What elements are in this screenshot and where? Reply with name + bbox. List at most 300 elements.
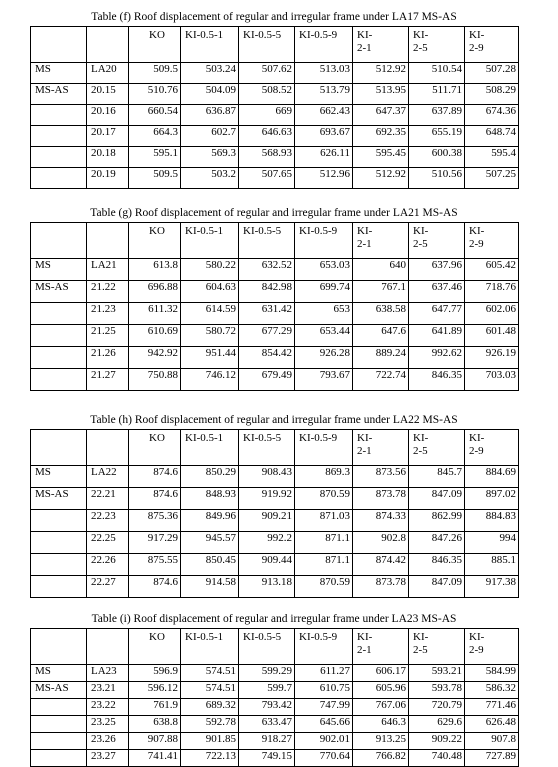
- header-row: [31, 223, 519, 259]
- value-cell: 741.41: [129, 750, 181, 767]
- table-row: [31, 466, 519, 488]
- value-cell: 655.19: [409, 126, 465, 147]
- record-id-cell: LA22: [87, 466, 129, 488]
- value-cell: 574.51: [181, 682, 239, 699]
- value-cell: 884.83: [465, 510, 519, 532]
- column-header: [31, 430, 87, 466]
- value-cell: 613.8: [129, 259, 181, 281]
- value-cell: 510.54: [409, 63, 465, 84]
- table-row: [31, 84, 519, 105]
- value-cell: 875.55: [129, 554, 181, 576]
- value-cell: 580.72: [181, 325, 239, 347]
- column-header-line: 2-1: [357, 42, 372, 54]
- value-cell: 848.93: [181, 488, 239, 510]
- column-header: [87, 223, 129, 259]
- column-header: KI-0.5-1: [181, 629, 239, 665]
- column-header: [87, 629, 129, 665]
- column-header: [465, 223, 519, 259]
- column-header: KI-0.5-9: [295, 629, 353, 665]
- column-header: KI-0.5-9: [295, 27, 353, 63]
- row-group-cell: MS: [31, 63, 87, 84]
- column-header-line: 2-5: [413, 238, 428, 250]
- table-row: [31, 682, 519, 699]
- value-cell: 510.76: [129, 84, 181, 105]
- value-cell: 507.65: [239, 168, 295, 189]
- value-cell: 889.24: [353, 347, 409, 369]
- row-group-cell: [31, 303, 87, 325]
- value-cell: 604.63: [181, 281, 239, 303]
- column-header-line: 2-9: [469, 238, 484, 250]
- value-cell: 637.46: [409, 281, 465, 303]
- value-cell: 994: [465, 532, 519, 554]
- column-header: KI-0.5-5: [239, 27, 295, 63]
- row-group-cell: [31, 347, 87, 369]
- record-id-cell: 20.19: [87, 168, 129, 189]
- column-header-line: KI-: [413, 225, 429, 237]
- value-cell: 599.7: [239, 682, 295, 699]
- value-cell: 854.42: [239, 347, 295, 369]
- value-cell: 750.88: [129, 369, 181, 391]
- value-cell: 793.42: [239, 699, 295, 716]
- column-header: KI-0.5-9: [295, 430, 353, 466]
- row-group-cell: [31, 168, 87, 189]
- value-cell: 647.6: [353, 325, 409, 347]
- column-header-line: KI-: [469, 29, 485, 41]
- record-id-cell: LA23: [87, 665, 129, 682]
- value-cell: 508.52: [239, 84, 295, 105]
- row-group-cell: MS: [31, 665, 87, 682]
- record-id-cell: 20.15: [87, 84, 129, 105]
- value-cell: 602.7: [181, 126, 239, 147]
- column-header-line: KI-: [357, 29, 373, 41]
- record-id-cell: LA20: [87, 63, 129, 84]
- table-caption: Table (i) Roof displacement of regular and irregular frame under LA23 MS-AS: [91, 613, 457, 625]
- row-group-cell: [31, 716, 87, 733]
- table-row: [31, 716, 519, 733]
- row-group-cell: [31, 147, 87, 168]
- value-cell: 747.99: [295, 699, 353, 716]
- value-cell: 602.06: [465, 303, 519, 325]
- value-cell: 897.02: [465, 488, 519, 510]
- value-cell: 593.21: [409, 665, 465, 682]
- row-group-cell: [31, 105, 87, 126]
- value-cell: 507.62: [239, 63, 295, 84]
- column-header-line: 2-5: [413, 445, 428, 457]
- column-header: KI-0.5-5: [239, 430, 295, 466]
- value-cell: 850.45: [181, 554, 239, 576]
- value-cell: 902.01: [295, 733, 353, 750]
- column-header-line: 2-1: [357, 238, 372, 250]
- table-row: [31, 303, 519, 325]
- value-cell: 849.96: [181, 510, 239, 532]
- table-caption: Table (f) Roof displacement of regular and irregular frame under LA17 MS-AS: [91, 11, 457, 23]
- column-header: [87, 430, 129, 466]
- column-header: KO: [129, 629, 181, 665]
- value-cell: 595.1: [129, 147, 181, 168]
- column-header-line: KI-: [357, 631, 373, 643]
- column-header-line: KI-: [413, 631, 429, 643]
- table-row: [31, 576, 519, 598]
- value-cell: 845.7: [409, 466, 465, 488]
- row-group-cell: [31, 325, 87, 347]
- value-cell: 626.11: [295, 147, 353, 168]
- record-id-cell: 21.26: [87, 347, 129, 369]
- value-cell: 761.9: [129, 699, 181, 716]
- table-caption: Table (h) Roof displacement of regular and irregular frame under LA22 MS-AS: [90, 414, 458, 426]
- value-cell: 771.46: [465, 699, 519, 716]
- row-group-cell: MS-AS: [31, 84, 87, 105]
- table-row: [31, 369, 519, 391]
- row-group-cell: [31, 576, 87, 598]
- table-row: [31, 168, 519, 189]
- value-cell: 593.78: [409, 682, 465, 699]
- value-cell: 637.96: [409, 259, 465, 281]
- value-cell: 507.28: [465, 63, 519, 84]
- column-header-line: KI-: [413, 29, 429, 41]
- value-cell: 636.87: [181, 105, 239, 126]
- table-row: [31, 532, 519, 554]
- value-cell: 793.67: [295, 369, 353, 391]
- value-cell: 873.56: [353, 466, 409, 488]
- column-header-line: 2-9: [469, 42, 484, 54]
- value-cell: 662.43: [295, 105, 353, 126]
- value-cell: 641.89: [409, 325, 465, 347]
- table-row: [31, 325, 519, 347]
- column-header: [409, 430, 465, 466]
- value-cell: 918.27: [239, 733, 295, 750]
- value-cell: 629.6: [409, 716, 465, 733]
- value-cell: 870.59: [295, 576, 353, 598]
- value-cell: 917.29: [129, 532, 181, 554]
- column-header: [31, 27, 87, 63]
- value-cell: 648.74: [465, 126, 519, 147]
- column-header: [465, 27, 519, 63]
- table-row: [31, 105, 519, 126]
- column-header: KO: [129, 27, 181, 63]
- column-header-line: 2-1: [357, 644, 372, 656]
- value-cell: 595.45: [353, 147, 409, 168]
- record-id-cell: 21.23: [87, 303, 129, 325]
- record-id-cell: 20.17: [87, 126, 129, 147]
- value-cell: 693.67: [295, 126, 353, 147]
- value-cell: 926.19: [465, 347, 519, 369]
- value-cell: 846.35: [409, 554, 465, 576]
- value-cell: 870.59: [295, 488, 353, 510]
- column-header-line: 2-9: [469, 445, 484, 457]
- value-cell: 513.03: [295, 63, 353, 84]
- table-row: [31, 510, 519, 532]
- column-header-line: KI-: [469, 432, 485, 444]
- value-cell: 677.29: [239, 325, 295, 347]
- value-cell: 740.48: [409, 750, 465, 767]
- value-cell: 512.92: [353, 63, 409, 84]
- value-cell: 909.44: [239, 554, 295, 576]
- value-cell: 746.12: [181, 369, 239, 391]
- value-cell: 569.3: [181, 147, 239, 168]
- column-header: [409, 629, 465, 665]
- value-cell: 722.13: [181, 750, 239, 767]
- column-header: [31, 629, 87, 665]
- value-cell: 718.76: [465, 281, 519, 303]
- value-cell: 767.1: [353, 281, 409, 303]
- record-id-cell: 23.27: [87, 750, 129, 767]
- value-cell: 509.5: [129, 63, 181, 84]
- value-cell: 606.17: [353, 665, 409, 682]
- value-cell: 847.09: [409, 576, 465, 598]
- value-cell: 875.36: [129, 510, 181, 532]
- column-header: [409, 27, 465, 63]
- table-row: [31, 488, 519, 510]
- table-row: [31, 126, 519, 147]
- table-row: [31, 259, 519, 281]
- value-cell: 722.74: [353, 369, 409, 391]
- value-cell: 862.99: [409, 510, 465, 532]
- value-cell: 596.9: [129, 665, 181, 682]
- value-cell: 919.92: [239, 488, 295, 510]
- value-cell: 926.28: [295, 347, 353, 369]
- value-cell: 847.09: [409, 488, 465, 510]
- value-cell: 874.33: [353, 510, 409, 532]
- row-group-cell: [31, 510, 87, 532]
- value-cell: 703.03: [465, 369, 519, 391]
- column-header: KI-0.5-1: [181, 27, 239, 63]
- row-group-cell: [31, 126, 87, 147]
- column-header: KO: [129, 223, 181, 259]
- value-cell: 909.21: [239, 510, 295, 532]
- value-cell: 640: [353, 259, 409, 281]
- value-cell: 632.52: [239, 259, 295, 281]
- record-id-cell: 21.27: [87, 369, 129, 391]
- record-id-cell: LA21: [87, 259, 129, 281]
- value-cell: 945.57: [181, 532, 239, 554]
- value-cell: 646.63: [239, 126, 295, 147]
- record-id-cell: 22.27: [87, 576, 129, 598]
- value-cell: 727.89: [465, 750, 519, 767]
- table-row: [31, 665, 519, 682]
- value-cell: 592.78: [181, 716, 239, 733]
- data-table: [30, 222, 519, 391]
- table-row: [31, 750, 519, 767]
- data-table: [30, 26, 519, 189]
- value-cell: 610.69: [129, 325, 181, 347]
- value-cell: 674.36: [465, 105, 519, 126]
- value-cell: 869.3: [295, 466, 353, 488]
- value-cell: 511.71: [409, 84, 465, 105]
- value-cell: 871.03: [295, 510, 353, 532]
- column-header-line: KI-: [357, 432, 373, 444]
- column-header: KO: [129, 430, 181, 466]
- value-cell: 907.8: [465, 733, 519, 750]
- value-cell: 503.24: [181, 63, 239, 84]
- value-cell: 647.37: [353, 105, 409, 126]
- value-cell: 513.79: [295, 84, 353, 105]
- value-cell: 600.38: [409, 147, 465, 168]
- value-cell: 610.75: [295, 682, 353, 699]
- value-cell: 847.26: [409, 532, 465, 554]
- record-id-cell: 22.26: [87, 554, 129, 576]
- column-header: [87, 27, 129, 63]
- record-id-cell: 22.21: [87, 488, 129, 510]
- table-row: [31, 699, 519, 716]
- row-group-cell: [31, 532, 87, 554]
- value-cell: 637.89: [409, 105, 465, 126]
- value-cell: 568.93: [239, 147, 295, 168]
- column-header: [353, 223, 409, 259]
- value-cell: 679.49: [239, 369, 295, 391]
- row-group-cell: [31, 369, 87, 391]
- value-cell: 846.35: [409, 369, 465, 391]
- value-cell: 692.35: [353, 126, 409, 147]
- record-id-cell: 20.18: [87, 147, 129, 168]
- column-header: [465, 430, 519, 466]
- table-row: [31, 733, 519, 750]
- column-header: [353, 27, 409, 63]
- value-cell: 871.1: [295, 554, 353, 576]
- record-id-cell: 23.22: [87, 699, 129, 716]
- column-header: KI-0.5-5: [239, 223, 295, 259]
- value-cell: 653.44: [295, 325, 353, 347]
- column-header: KI-0.5-9: [295, 223, 353, 259]
- value-cell: 660.54: [129, 105, 181, 126]
- column-header: [353, 629, 409, 665]
- value-cell: 611.27: [295, 665, 353, 682]
- record-id-cell: 22.25: [87, 532, 129, 554]
- column-header-line: KI-: [413, 432, 429, 444]
- value-cell: 638.58: [353, 303, 409, 325]
- value-cell: 909.22: [409, 733, 465, 750]
- row-group-cell: MS-AS: [31, 682, 87, 699]
- value-cell: 766.82: [353, 750, 409, 767]
- value-cell: 504.09: [181, 84, 239, 105]
- column-header: [409, 223, 465, 259]
- value-cell: 917.38: [465, 576, 519, 598]
- column-header-line: KI-: [357, 225, 373, 237]
- value-cell: 850.29: [181, 466, 239, 488]
- value-cell: 907.88: [129, 733, 181, 750]
- value-cell: 874.6: [129, 466, 181, 488]
- value-cell: 901.85: [181, 733, 239, 750]
- column-header: KI-0.5-5: [239, 629, 295, 665]
- value-cell: 512.96: [295, 168, 353, 189]
- row-group-cell: [31, 750, 87, 767]
- value-cell: 884.69: [465, 466, 519, 488]
- row-group-cell: MS-AS: [31, 281, 87, 303]
- header-row: [31, 27, 519, 63]
- value-cell: 914.58: [181, 576, 239, 598]
- value-cell: 503.2: [181, 168, 239, 189]
- record-id-cell: 22.23: [87, 510, 129, 532]
- record-id-cell: 23.21: [87, 682, 129, 699]
- value-cell: 873.78: [353, 488, 409, 510]
- value-cell: 749.15: [239, 750, 295, 767]
- value-cell: 770.64: [295, 750, 353, 767]
- value-cell: 605.96: [353, 682, 409, 699]
- record-id-cell: 23.26: [87, 733, 129, 750]
- value-cell: 512.92: [353, 168, 409, 189]
- value-cell: 574.51: [181, 665, 239, 682]
- value-cell: 584.99: [465, 665, 519, 682]
- record-id-cell: 21.22: [87, 281, 129, 303]
- row-group-cell: [31, 733, 87, 750]
- value-cell: 942.92: [129, 347, 181, 369]
- record-id-cell: 20.16: [87, 105, 129, 126]
- value-cell: 871.1: [295, 532, 353, 554]
- value-cell: 507.25: [465, 168, 519, 189]
- value-cell: 913.18: [239, 576, 295, 598]
- value-cell: 638.8: [129, 716, 181, 733]
- value-cell: 720.79: [409, 699, 465, 716]
- value-cell: 645.66: [295, 716, 353, 733]
- value-cell: 992.2: [239, 532, 295, 554]
- value-cell: 874.42: [353, 554, 409, 576]
- value-cell: 611.32: [129, 303, 181, 325]
- column-header: [31, 223, 87, 259]
- value-cell: 653: [295, 303, 353, 325]
- value-cell: 669: [239, 105, 295, 126]
- value-cell: 586.32: [465, 682, 519, 699]
- table-row: [31, 147, 519, 168]
- value-cell: 842.98: [239, 281, 295, 303]
- row-group-cell: MS: [31, 259, 87, 281]
- column-header-line: 2-5: [413, 42, 428, 54]
- value-cell: 874.6: [129, 576, 181, 598]
- value-cell: 513.95: [353, 84, 409, 105]
- value-cell: 873.78: [353, 576, 409, 598]
- value-cell: 646.3: [353, 716, 409, 733]
- table-caption: Table (g) Roof displacement of regular and irregular frame under LA21 MS-AS: [90, 207, 458, 219]
- header-row: [31, 430, 519, 466]
- value-cell: 596.12: [129, 682, 181, 699]
- value-cell: 696.88: [129, 281, 181, 303]
- value-cell: 664.3: [129, 126, 181, 147]
- value-cell: 885.1: [465, 554, 519, 576]
- value-cell: 992.62: [409, 347, 465, 369]
- value-cell: 633.47: [239, 716, 295, 733]
- record-id-cell: 21.25: [87, 325, 129, 347]
- column-header-line: 2-1: [357, 445, 372, 457]
- column-header-line: KI-: [469, 631, 485, 643]
- value-cell: 580.22: [181, 259, 239, 281]
- value-cell: 599.29: [239, 665, 295, 682]
- table-row: [31, 63, 519, 84]
- column-header: KI-0.5-1: [181, 430, 239, 466]
- column-header: [353, 430, 409, 466]
- row-group-cell: MS: [31, 466, 87, 488]
- column-header-line: 2-5: [413, 644, 428, 656]
- value-cell: 647.77: [409, 303, 465, 325]
- value-cell: 902.8: [353, 532, 409, 554]
- record-id-cell: 23.25: [87, 716, 129, 733]
- row-group-cell: [31, 699, 87, 716]
- column-header: KI-0.5-1: [181, 223, 239, 259]
- value-cell: 699.74: [295, 281, 353, 303]
- value-cell: 631.42: [239, 303, 295, 325]
- value-cell: 908.43: [239, 466, 295, 488]
- table-row: [31, 347, 519, 369]
- value-cell: 913.25: [353, 733, 409, 750]
- row-group-cell: [31, 554, 87, 576]
- column-header: [465, 629, 519, 665]
- column-header-line: 2-9: [469, 644, 484, 656]
- data-table: [30, 628, 519, 767]
- value-cell: 605.42: [465, 259, 519, 281]
- data-table: [30, 429, 519, 598]
- header-row: [31, 629, 519, 665]
- value-cell: 951.44: [181, 347, 239, 369]
- value-cell: 508.29: [465, 84, 519, 105]
- column-header-line: KI-: [469, 225, 485, 237]
- value-cell: 874.6: [129, 488, 181, 510]
